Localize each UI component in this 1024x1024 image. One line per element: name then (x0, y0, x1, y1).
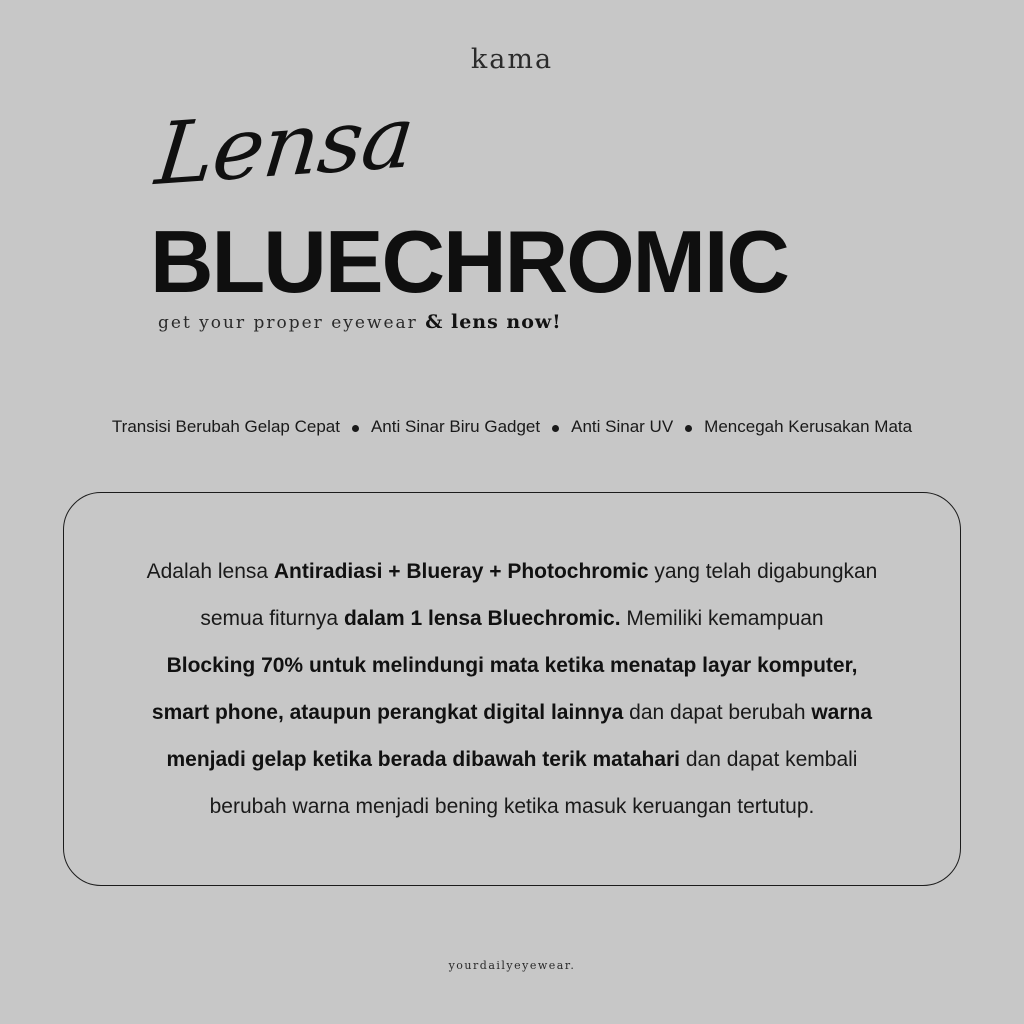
description-segment: dan dapat berubah (623, 701, 812, 724)
bullet-dot-icon (685, 425, 692, 432)
description-segment: dan dapat kembali (680, 748, 858, 771)
description-card (63, 492, 961, 886)
brand-logo: kama (470, 44, 554, 75)
description-text (147, 548, 878, 830)
description-segment: Blocking 70% untuk melindungi mata ketika menatap layar komputer, (166, 654, 858, 677)
feature-item: Anti Sinar UV (571, 417, 674, 436)
bullet-dot-icon (352, 425, 359, 432)
bullet-dot-icon (552, 425, 559, 432)
description-segment: Memiliki kemampuan (620, 607, 824, 630)
feature-item: Mencegah Kerusakan Mata (704, 417, 913, 436)
description-segment: warna (811, 701, 873, 724)
description-segment: dalam 1 lensa Bluechromic. (343, 607, 621, 630)
description-segment: semua fiturnya (200, 607, 344, 630)
tagline (158, 311, 562, 333)
feature-list (0, 417, 1024, 437)
description-segment: smart phone, ataupun perangkat digital lainnya (151, 701, 624, 724)
description-segment: berubah warna menjadi bening ketika masuk keruangan tertutup. (209, 795, 815, 818)
description-segment: menjadi gelap ketika berada dibawah terik matahari (166, 748, 681, 771)
tagline-regular: get your proper eyewear (158, 313, 418, 333)
main-title: BLUECHROMIC (150, 212, 788, 311)
tagline-bold: & lens now! (425, 311, 562, 333)
footer-tagline: yourdailyeyewear. (448, 959, 576, 972)
script-title: Lensa (151, 87, 419, 205)
feature-item: Anti Sinar Biru Gadget (370, 417, 541, 436)
description-segment: Adalah lensa (146, 560, 274, 583)
feature-item: Transisi Berubah Gelap Cepat (111, 417, 340, 436)
description-segment: Antiradiasi + Blueray + Photochromic (273, 560, 649, 583)
description-segment: yang telah digabungkan (648, 560, 878, 583)
